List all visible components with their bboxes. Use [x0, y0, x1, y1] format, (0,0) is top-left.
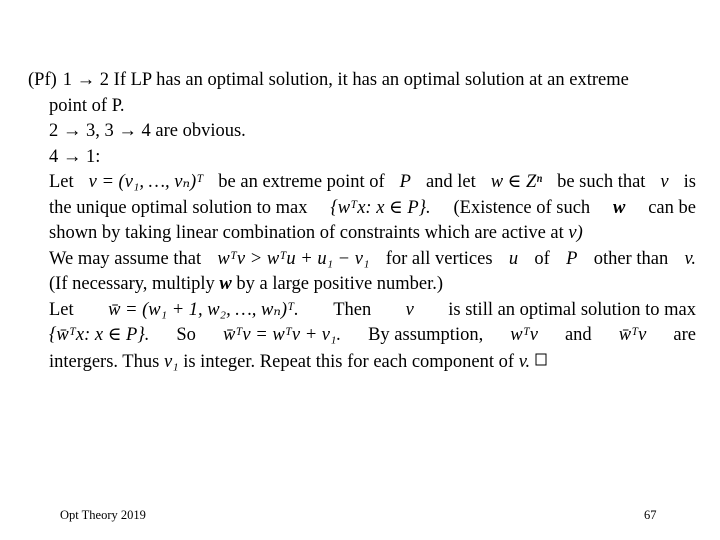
- math-set-wx: {wᵀx: x ∈ P}.: [330, 197, 431, 218]
- text: (Existence of such: [453, 197, 591, 218]
- math-v: v.: [518, 351, 531, 372]
- math-w: w: [219, 274, 232, 294]
- math-v: v.: [684, 248, 696, 269]
- para3-line3: [49, 349, 696, 376]
- proof-line-3: [28, 119, 696, 145]
- text: Let: [49, 299, 74, 320]
- math-wbar-eq: w̄ᵀv = wᵀv + v₁.: [222, 325, 342, 345]
- text: for all vertices: [385, 248, 493, 269]
- para2-line2: [49, 272, 696, 298]
- math-set-wbar: {w̄ᵀx: x ∈ P}.: [49, 325, 150, 345]
- proof-line-4: [28, 145, 696, 171]
- math-wbar-def: w̄ = (w₁ + 1, w₂, …, wₙ)ᵀ.: [108, 299, 299, 320]
- para3-line1: [49, 298, 696, 324]
- text: be such that: [557, 172, 646, 192]
- math-inequality: wᵀv > wᵀu + u₁ − v₁: [217, 248, 370, 269]
- text: are: [673, 325, 696, 345]
- text: and: [564, 325, 592, 345]
- proof-line-1: [28, 68, 696, 94]
- text: is: [683, 172, 696, 192]
- claim-obvious: 2 → 3, 3 → 4 are obvious.: [49, 121, 246, 141]
- text: the unique optimal solution to max: [49, 197, 308, 218]
- para1-line3: [49, 221, 696, 247]
- math-v1: v₁: [163, 351, 179, 372]
- text: So: [176, 325, 196, 345]
- math-v: v: [405, 299, 414, 320]
- text: other than: [593, 248, 669, 269]
- footer-course-title: Opt Theory 2019: [60, 508, 146, 522]
- math-u: u: [508, 248, 519, 269]
- para1-line2: [49, 196, 696, 222]
- proof-line-2: [28, 94, 696, 120]
- text: be an extreme point of: [218, 172, 385, 192]
- para3-line2: [49, 323, 696, 349]
- math-v: v: [660, 172, 669, 192]
- text: shown by taking linear combination of constraints which are active at: [49, 223, 564, 243]
- math-wbartv: w̄ᵀv: [618, 325, 647, 345]
- math-P: P: [566, 248, 578, 269]
- text: is integer. Repeat this for each component of: [183, 351, 515, 372]
- claim-1-to-2: 1 → 2 If LP has an optimal solution, it has an optimal solution at an extreme: [62, 70, 629, 90]
- paragraph-conclusion: [28, 298, 696, 376]
- text: and let: [425, 172, 476, 192]
- math-wtv: wᵀv: [510, 325, 538, 345]
- paragraph-extreme-point: [28, 170, 696, 247]
- text: Then: [333, 299, 372, 320]
- proof-body: [28, 68, 696, 375]
- text: of: [534, 248, 550, 269]
- text: is still an optimal solution to max: [448, 299, 696, 320]
- math-w-in-Z: w ∈ Zⁿ: [490, 172, 543, 192]
- text: can be: [648, 197, 696, 218]
- claim-4-to-1: 4 → 1:: [49, 146, 101, 167]
- text: By assumption,: [368, 325, 484, 345]
- math-w: w: [613, 197, 626, 218]
- qed-box-icon: [535, 349, 547, 375]
- para2-line1: [49, 247, 696, 273]
- math-v-def: v = (v₁, …, vₙ)ᵀ: [88, 172, 204, 192]
- text: (If necessary, multiply: [49, 274, 215, 294]
- math-v: v): [568, 223, 583, 243]
- math-P: P: [399, 172, 411, 192]
- text: intergers. Thus: [49, 351, 160, 372]
- claim-1-to-2-cont: point of P.: [49, 95, 125, 116]
- proof-lead: (Pf): [28, 70, 57, 90]
- footer-page-number: 67: [644, 508, 657, 522]
- text: Let: [49, 172, 74, 192]
- paragraph-assumption: [28, 247, 696, 298]
- para1-line1: [49, 170, 696, 196]
- text: by a large positive number.): [236, 274, 444, 294]
- text: We may assume that: [49, 248, 202, 269]
